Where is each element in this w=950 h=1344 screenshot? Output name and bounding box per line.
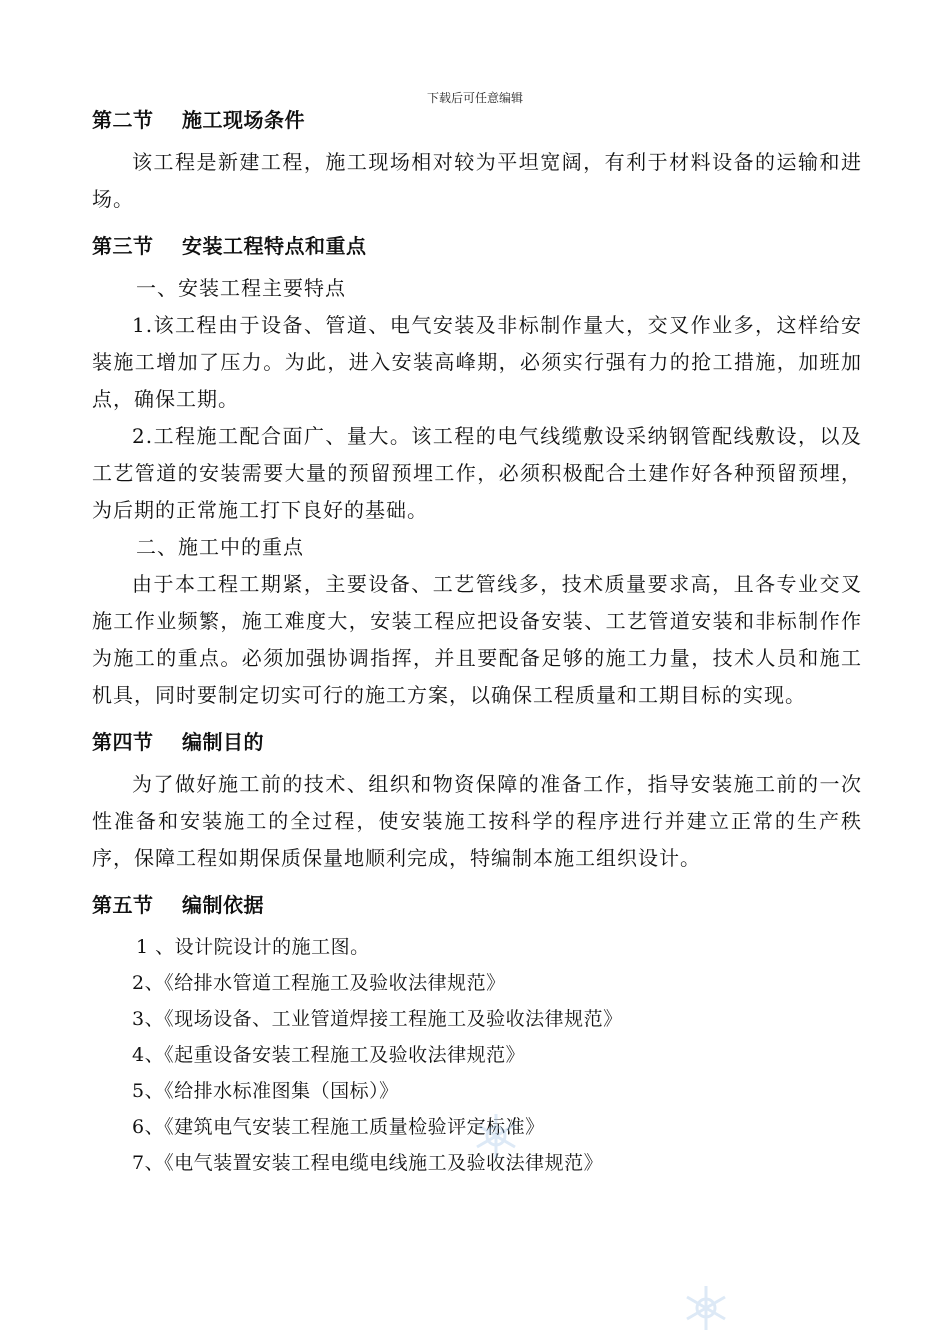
section-heading: 编制目的 [182, 730, 264, 754]
list-item: 2、《给排水管道工程施工及验收法律规范》 [132, 972, 506, 994]
section-heading: 编制依据 [182, 893, 264, 917]
section-4-title [92, 724, 862, 760]
snowflake-watermark-icon [470, 1110, 522, 1162]
subheading: 二、施工中的重点 [136, 535, 304, 559]
paragraph: 为了做好施工前的技术、组织和物资保障的准备工作，指导安装施工前的一次性准备和安装施工的全过程，使安装施工按科学的程序进行并建立正常的生产秩序，保障工程如期保质保量地顺利完成，特编制本施工组织设计。 [92, 772, 862, 870]
paragraph: 1.该工程由于设备、管道、电气安装及非标制作量大，交叉作业多，这样给安装施工增加了压力。为此，进入安装高峰期，必须实行强有力的抢工措施，加班加点，确保工期。 [92, 313, 862, 411]
document-body [92, 100, 862, 1181]
section-number: 第五节 [92, 893, 154, 917]
section-2-title [92, 102, 862, 138]
paragraph: 由于本工程工期紧，主要设备、工艺管线多，技术质量要求高，且各专业交叉施工作业频繁，施工难度大，安装工程应把设备安装、工艺管道安装和非标制作作为施工的重点。必须加强协调指挥，并且要配备足够的施工力量，技术人员和施工机具，同时要制定切实可行的施工方案，以确保工程质量和工期目标的实现。 [92, 572, 862, 707]
list-item: 7、《电气装置安装工程电缆电线施工及验收法律规范》 [132, 1152, 604, 1174]
section-number: 第四节 [92, 730, 154, 754]
paragraph: 该工程是新建工程，施工现场相对较为平坦宽阔，有利于材料设备的运输和进场。 [92, 150, 862, 211]
list-item: 3、《现场设备、工业管道焊接工程施工及验收法律规范》 [132, 1008, 623, 1030]
section-number: 第三节 [92, 234, 154, 258]
list-item: 6、《建筑电气安装工程施工质量检验评定标准》 [132, 1116, 545, 1138]
section-heading: 施工现场条件 [182, 108, 305, 132]
paragraph: 2.工程施工配合面广、量大。该工程的电气线缆敷设采纳钢管配线敷设，以及工艺管道的安装需要大量的预留预埋工作，必须积极配合土建作好各种预留预埋，为后期的正常施工打下良好的基础。 [92, 424, 862, 522]
section-5-title [92, 887, 862, 923]
list-item: 5、《给排水标准图集（国标）》 [132, 1080, 399, 1102]
list-item: 1 、设计院设计的施工图。 [136, 936, 370, 958]
list-item: 4、《起重设备安装工程施工及验收法律规范》 [132, 1044, 526, 1066]
header-note: 下载后可任意编辑 [426, 91, 523, 105]
section-3-title [92, 228, 862, 264]
section-heading: 安装工程特点和重点 [182, 234, 367, 258]
snowflake-watermark-icon [680, 1282, 732, 1334]
section-number: 第二节 [92, 108, 154, 132]
subheading: 一、安装工程主要特点 [136, 276, 346, 300]
